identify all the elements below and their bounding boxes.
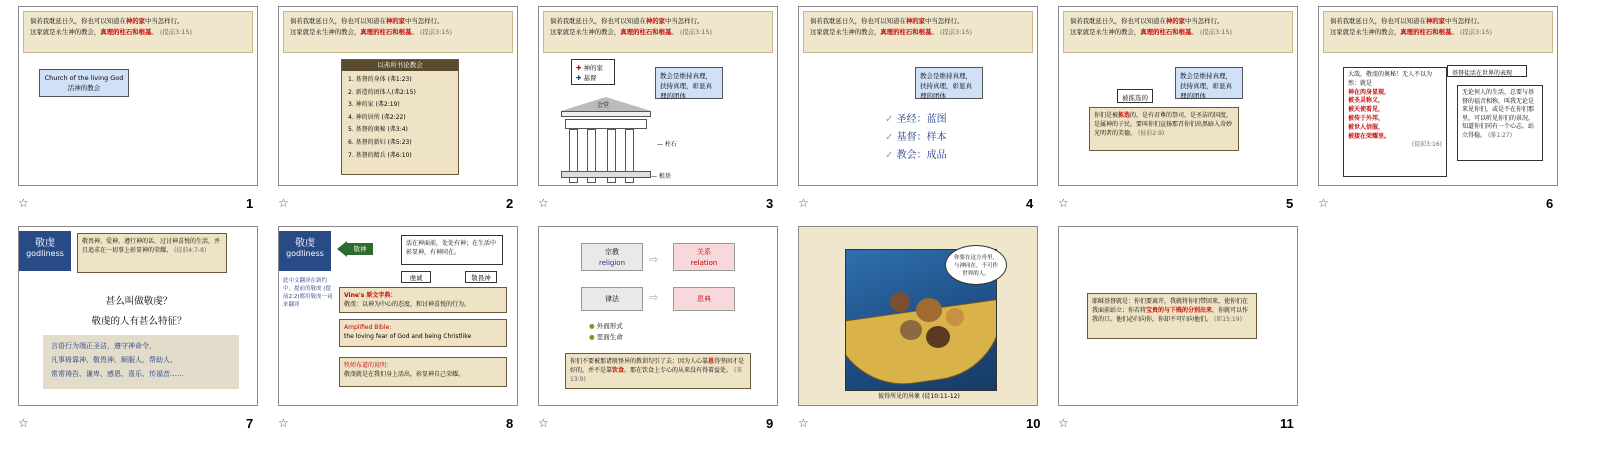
slide-7-question-2: 敬虔的人有甚么特征？ xyxy=(91,316,187,327)
slide-5-callout: 教会是维持真理，扶持真理，彰显真理的团体 xyxy=(1175,67,1243,99)
slide-1-banner: 倘若我耽延日久，你也可以知道在神的家中当怎样行。 这家就是永生神的教会，真理的柱石和根基。 (提前3:15) xyxy=(23,11,253,53)
slide-9-note: 你们不要被那诸般怪异的教训勾引了去；因为人心靠恩得坚固才是好的，并不是靠饮食。那在饮食上专心的从来没有得着益处。 (来13:9) xyxy=(565,353,751,389)
slide-2-list-item: 7. 基督的精兵 (弗6:10) xyxy=(348,151,412,159)
slide-11-star-icon[interactable]: ☆ xyxy=(1058,416,1069,430)
slide-9-bullet: ● 里面生命 xyxy=(589,333,623,341)
slide-4-callout: 教会是维持真理，扶持真理，彰显真理的团体 xyxy=(915,67,983,99)
slide-2-list-panel xyxy=(341,59,459,175)
slide-10-thumbnail[interactable] xyxy=(798,226,1038,406)
slide-9-number: 9 xyxy=(766,416,774,431)
slide-4-item: ✓ 教会：成品 xyxy=(885,150,947,161)
slide-4-thumbnail[interactable] xyxy=(798,6,1038,186)
slide-8-number: 8 xyxy=(506,416,514,431)
slide-6-header: 基督徒活在世界的表现 xyxy=(1447,65,1527,77)
slide-11-thumbnail[interactable] xyxy=(1058,226,1298,406)
slide-5-banner: 倘若我耽延日久，你也可以知道在神的家中当怎样行。 这家就是永生神的教会，真理的柱石和根基。 (提前3:15) xyxy=(1063,11,1293,53)
slide-2-thumbnail[interactable] xyxy=(278,6,518,186)
slide-8-arrow-label: 敬神 xyxy=(347,243,373,255)
slide-7-number: 7 xyxy=(246,416,254,431)
slide-8-vine-box: Vine's 原文字典： 敬虔：以神为中心的态度，和讨神喜悦的行为。 xyxy=(339,287,507,313)
slide-6-number: 6 xyxy=(1546,196,1554,211)
slide-5-tag: 被拣选的 xyxy=(1117,89,1153,103)
slide-7-question-1: 甚么叫做敬虔？ xyxy=(105,296,173,307)
slide-1-star-icon[interactable]: ☆ xyxy=(18,196,29,210)
slide-2-list-item: 6. 基督的新妇 (弗5:23) xyxy=(348,138,412,146)
slide-9-religion-box: 宗教 religion xyxy=(581,243,643,271)
slide-3-thumbnail[interactable] xyxy=(538,6,778,186)
slide-9-arrow-icon: ⇨ xyxy=(649,253,659,266)
slide-8-arrow-icon xyxy=(337,241,347,257)
slide-3-number: 3 xyxy=(766,196,774,211)
slide-9-relation-box: 关系 relation xyxy=(673,243,735,271)
slide-5-number: 5 xyxy=(1286,196,1294,211)
slide-2-list-item: 5. 基督的奥秘 (弗3:4) xyxy=(348,126,408,134)
slide-8-tag-2: 敬畏神 xyxy=(465,271,497,283)
slide-6-thumbnail[interactable] xyxy=(1318,6,1558,186)
slide-4-item: ✓ 基督：样本 xyxy=(885,132,947,143)
slide-3-label-base: — 根基 xyxy=(651,173,671,180)
slide-2-list-item: 4. 神的居所 (弗2:22) xyxy=(348,113,406,121)
slide-4-item-list xyxy=(885,111,947,165)
slide-8-star-icon[interactable]: ☆ xyxy=(278,416,289,430)
slide-9-bullets xyxy=(589,321,623,343)
slide-8-definition-box: 牧师布道的说明： 敬虔就是在我们身上活出，彰显神自己荣耀。 xyxy=(339,357,507,387)
slide-6-star-icon[interactable]: ☆ xyxy=(1318,196,1329,210)
slide-10-caption: 彼得所见的异象 (徒10:11-12) xyxy=(878,393,960,400)
slide-2-list-item: 1. 基督的身体 (弗1:23) xyxy=(348,76,412,83)
slide-3-temple-icon: 会堂 xyxy=(561,97,651,179)
slide-3-label-pillar: — 柱石 xyxy=(657,141,677,148)
slide-9-star-icon[interactable]: ☆ xyxy=(538,416,549,430)
slide-9-law-box: 律法 xyxy=(581,287,643,311)
slide-5-text-box: 你们是被拣选的，是有君尊的祭司，是圣洁的国度，是属神的子民，要叫你们宣扬那召你们出黑暗入奇妙光明者的美德。 (彼前2:9) xyxy=(1089,107,1239,151)
slide-7-note: 敬畏神、爱神、遵行神的话、过讨神喜悦的生活，并且追求在一切事上彰显神的荣耀。 (提前4:7-8) xyxy=(77,233,227,273)
slide-7-thumbnail[interactable] xyxy=(18,226,258,406)
slide-8-tag-1: 虔诚 xyxy=(401,271,431,283)
slide-8-title-box: 敬虔 godliness xyxy=(279,231,331,271)
slide-2-list-item: 2. 新造的团体人(弗2:15) xyxy=(348,88,416,96)
slide-9-bullet: ● 外面形式 xyxy=(589,322,623,330)
slide-3-banner: 倘若我耽延日久，你也可以知道在神的家中当怎样行。 这家就是永生神的教会，真理的柱石和根基。 (提前3:15) xyxy=(543,11,773,53)
slide-1-callout: Church of the living God 活神的教会 xyxy=(39,69,129,97)
slide-11-number: 11 xyxy=(1280,416,1294,431)
slide-3-callout: 教会是维持真理，扶持真理，彰显真理的团体 xyxy=(655,67,723,99)
slide-4-banner: 倘若我耽延日久，你也可以知道在神的家中当怎样行。 这家就是永生神的教会，真理的柱石和根基。 (提前3:15) xyxy=(803,11,1033,53)
slide-6-right-box: 无论何人的生活，总要与基督的福音相称，叫我无论是来见你们，或是不在你们那里，可以听见你们的景况，知道你们同有一个心志，站立得稳。 (腓1:27) xyxy=(1457,85,1543,161)
slide-3-legend: ✚ 神的家 ✚ 基督 xyxy=(571,59,615,85)
slide-9-thumbnail[interactable] xyxy=(538,226,778,406)
slide-2-banner: 倘若我耽延日久，你也可以知道在神的家中当怎样行。 这家就是永生神的教会，真理的柱石和根基。 (提前3:15) xyxy=(283,11,513,53)
slide-9-arrow-icon: ⇨ xyxy=(649,291,659,304)
slide-2-number: 2 xyxy=(506,196,514,211)
slide-1-thumbnail[interactable] xyxy=(18,6,258,186)
slide-10-number: 10 xyxy=(1026,416,1041,431)
slide-5-star-icon[interactable]: ☆ xyxy=(1058,196,1069,210)
slide-6-banner: 倘若我耽延日久，你也可以知道在神的家中当怎样行。 这家就是永生神的教会，真理的柱石和根基。 (提前3:15) xyxy=(1323,11,1553,53)
slide-3-star-icon[interactable]: ☆ xyxy=(538,196,549,210)
slide-8-thumbnail[interactable] xyxy=(278,226,518,406)
slide-1-number: 1 xyxy=(246,196,254,211)
slide-4-item: ✓ 圣经：蓝图 xyxy=(885,114,947,125)
slide-10-speech-bubble: 你要在这方舟里，与神同在，不可作世界的人。 xyxy=(945,245,1007,285)
slide-6-left-box: 大哉，敬虔的奥秘！无人不以为然：就是 神在肉身显现， 被圣灵称义， 被天使看见， 被传于外邦， 被世人信服， 被接在荣耀里。 (提前3:16) xyxy=(1343,67,1447,177)
slide-4-star-icon[interactable]: ☆ xyxy=(798,196,809,210)
slide-11-text-box: 耶稣基督就是：你们要离开，我就将你们带回来，使你们在我面前站立；你若将宝贵的与下贱的分别出来，你就可以作我的口。他们必归向你，你却不可归向他们。 (耶15:19) xyxy=(1087,293,1257,339)
slide-2-list-title: 以弗所书论教会 xyxy=(342,60,458,71)
slide-7-star-icon[interactable]: ☆ xyxy=(18,416,29,430)
slide-7-title-box: 敬虔 godliness xyxy=(19,231,71,271)
slide-2-star-icon[interactable]: ☆ xyxy=(278,196,289,210)
slide-4-number: 4 xyxy=(1026,196,1034,211)
slide-8-top-box: 活在神面前，处处有神；在生活中彰显神，有神同在。 xyxy=(401,235,503,265)
slide-9-grace-box: 恩典 xyxy=(673,287,735,311)
slide-8-amplified-box: Amplified Bible: the loving fear of God and being Christlike xyxy=(339,319,507,347)
slide-10-star-icon[interactable]: ☆ xyxy=(798,416,809,430)
slide-7-answer-box: 言语行为端正圣洁，遵守神命令， 凡事倚靠神、敬畏神、顺服人、帮助人、 常常祷告、谦卑、感恩、喜乐、传福音…… xyxy=(43,335,239,389)
slide-5-thumbnail[interactable] xyxy=(1058,6,1298,186)
slide-2-list-item: 3. 神的家 (弗2:19) xyxy=(348,101,400,109)
slide-8-left-note: 此中文翻译在新约中，提前的敬虔 (提前2:2)都用敬虔一词来翻译 xyxy=(283,278,333,308)
